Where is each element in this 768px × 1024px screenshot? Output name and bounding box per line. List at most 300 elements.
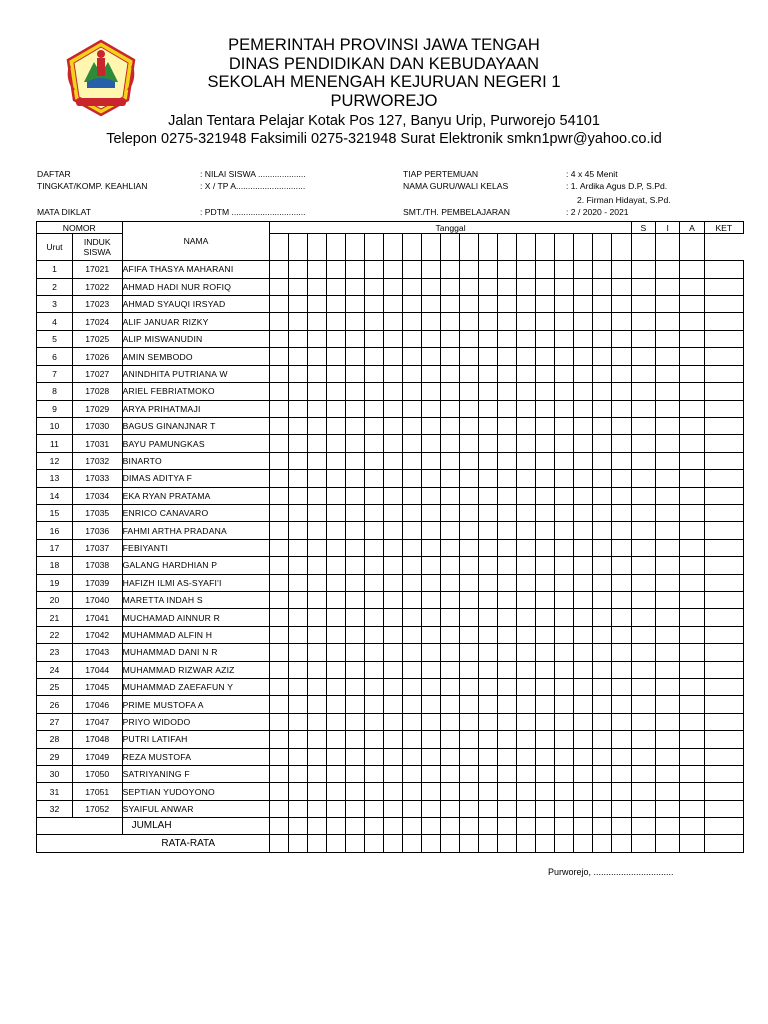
score-cell xyxy=(498,696,517,713)
row-number: 10 xyxy=(37,417,73,434)
score-cell xyxy=(384,470,403,487)
score-cell xyxy=(631,783,655,800)
score-cell xyxy=(460,609,479,626)
score-cell xyxy=(517,800,536,817)
score-cell xyxy=(289,435,308,452)
score-cell xyxy=(270,696,289,713)
score-cell xyxy=(612,731,631,748)
score-cell xyxy=(498,400,517,417)
score-cell xyxy=(460,626,479,643)
score-cell xyxy=(270,661,289,678)
letterhead xyxy=(80,36,688,148)
score-cell xyxy=(680,609,704,626)
score-cell xyxy=(403,626,422,643)
row-number: 1 xyxy=(37,261,73,278)
score-cell xyxy=(656,713,680,730)
jumlah-cell xyxy=(517,818,536,835)
score-cell xyxy=(656,539,680,556)
score-cell xyxy=(631,365,655,382)
score-cell xyxy=(365,574,384,591)
score-cell xyxy=(270,766,289,783)
score-cell xyxy=(593,661,612,678)
score-cell xyxy=(479,487,498,504)
row-number: 16 xyxy=(37,522,73,539)
score-cell xyxy=(289,504,308,521)
score-cell xyxy=(498,574,517,591)
score-cell xyxy=(517,591,536,608)
score-cell xyxy=(460,644,479,661)
score-cell xyxy=(308,644,327,661)
score-cell xyxy=(346,400,365,417)
score-cell xyxy=(289,609,308,626)
score-cell xyxy=(631,766,655,783)
jumlah-cell xyxy=(498,818,517,835)
score-cell xyxy=(365,365,384,382)
score-cell xyxy=(384,261,403,278)
score-cell xyxy=(680,591,704,608)
score-cell xyxy=(593,452,612,469)
score-cell xyxy=(704,487,743,504)
score-cell xyxy=(656,591,680,608)
score-cell xyxy=(346,383,365,400)
header-blank-cell xyxy=(441,234,460,261)
score-cell xyxy=(612,278,631,295)
score-cell xyxy=(479,313,498,330)
score-cell xyxy=(403,522,422,539)
score-cell xyxy=(289,400,308,417)
header-blank-cell xyxy=(403,234,422,261)
score-cell xyxy=(498,487,517,504)
table-row xyxy=(37,591,744,608)
score-cell xyxy=(536,557,555,574)
score-cell xyxy=(308,400,327,417)
row-induk: 17050 xyxy=(72,766,122,783)
score-cell xyxy=(422,348,441,365)
score-cell xyxy=(517,487,536,504)
score-cell xyxy=(422,504,441,521)
score-cell xyxy=(403,766,422,783)
score-cell xyxy=(555,365,574,382)
score-cell xyxy=(327,679,346,696)
score-cell xyxy=(631,731,655,748)
score-cell xyxy=(441,591,460,608)
score-cell xyxy=(704,417,743,434)
row-number: 22 xyxy=(37,626,73,643)
score-cell xyxy=(460,522,479,539)
row-induk: 17023 xyxy=(72,296,122,313)
score-cell xyxy=(536,296,555,313)
meta-tingkat-value: : X / TP A............................. xyxy=(200,181,306,191)
score-cell xyxy=(289,487,308,504)
score-cell xyxy=(403,313,422,330)
score-cell xyxy=(498,365,517,382)
score-cell xyxy=(574,696,593,713)
score-cell xyxy=(656,574,680,591)
score-cell xyxy=(498,417,517,434)
score-cell xyxy=(384,383,403,400)
score-cell xyxy=(403,383,422,400)
score-cell xyxy=(631,400,655,417)
score-cell xyxy=(680,365,704,382)
score-cell xyxy=(479,261,498,278)
score-cell xyxy=(536,452,555,469)
score-cell xyxy=(612,330,631,347)
score-cell xyxy=(403,748,422,765)
row-induk: 17042 xyxy=(72,626,122,643)
table-row xyxy=(37,348,744,365)
score-cell xyxy=(270,296,289,313)
header-blank-cell xyxy=(289,234,308,261)
jumlah-cell xyxy=(593,818,612,835)
score-cell xyxy=(289,470,308,487)
score-cell xyxy=(656,783,680,800)
score-cell xyxy=(593,400,612,417)
score-cell xyxy=(327,470,346,487)
table-row xyxy=(37,383,744,400)
score-cell xyxy=(593,470,612,487)
score-cell xyxy=(384,522,403,539)
score-cell xyxy=(704,522,743,539)
row-name: ALIP MISWANUDIN xyxy=(122,330,270,347)
score-cell xyxy=(384,296,403,313)
score-cell xyxy=(289,626,308,643)
score-cell xyxy=(308,766,327,783)
score-cell xyxy=(631,383,655,400)
header-induk: INDUK xyxy=(83,237,111,248)
score-cell xyxy=(555,800,574,817)
score-cell xyxy=(422,400,441,417)
score-cell xyxy=(555,348,574,365)
score-cell xyxy=(327,261,346,278)
score-cell xyxy=(574,679,593,696)
score-cell xyxy=(631,696,655,713)
score-cell xyxy=(289,679,308,696)
score-cell xyxy=(403,487,422,504)
score-cell xyxy=(346,296,365,313)
score-cell xyxy=(517,783,536,800)
score-cell xyxy=(555,713,574,730)
score-cell xyxy=(612,313,631,330)
score-cell xyxy=(574,278,593,295)
rata-rata-cell xyxy=(346,835,365,853)
score-cell xyxy=(593,278,612,295)
score-cell xyxy=(289,278,308,295)
score-cell xyxy=(555,574,574,591)
score-cell xyxy=(680,522,704,539)
score-cell xyxy=(536,539,555,556)
score-cell xyxy=(346,644,365,661)
score-cell xyxy=(517,609,536,626)
footer-place-date: Purworejo, ................................ xyxy=(548,867,674,877)
score-cell xyxy=(441,348,460,365)
score-cell xyxy=(403,644,422,661)
score-cell xyxy=(479,626,498,643)
score-cell xyxy=(403,296,422,313)
table-row xyxy=(37,748,744,765)
score-cell xyxy=(308,591,327,608)
row-name: SATRIYANING F xyxy=(122,766,270,783)
score-cell xyxy=(517,296,536,313)
score-cell xyxy=(517,557,536,574)
rata-rata-cell xyxy=(574,835,593,853)
row-name: SYAIFUL ANWAR xyxy=(122,800,270,817)
score-cell xyxy=(365,261,384,278)
score-cell xyxy=(479,383,498,400)
score-cell xyxy=(422,487,441,504)
row-number: 26 xyxy=(37,696,73,713)
row-name: MUHAMMAD ALFIN H xyxy=(122,626,270,643)
row-number: 11 xyxy=(37,435,73,452)
score-cell xyxy=(536,330,555,347)
jumlah-cell xyxy=(555,818,574,835)
score-cell xyxy=(479,470,498,487)
score-cell xyxy=(555,696,574,713)
score-cell xyxy=(346,783,365,800)
row-number: 29 xyxy=(37,748,73,765)
score-cell xyxy=(593,348,612,365)
score-cell xyxy=(346,696,365,713)
row-number: 15 xyxy=(37,504,73,521)
score-cell xyxy=(574,400,593,417)
score-cell xyxy=(517,696,536,713)
score-cell xyxy=(498,278,517,295)
score-cell xyxy=(289,731,308,748)
score-cell xyxy=(517,348,536,365)
score-cell xyxy=(574,417,593,434)
score-cell xyxy=(422,748,441,765)
score-cell xyxy=(270,522,289,539)
header-blank-cell xyxy=(656,234,680,261)
score-cell xyxy=(479,661,498,678)
score-cell xyxy=(384,400,403,417)
score-cell xyxy=(289,783,308,800)
score-cell xyxy=(517,400,536,417)
score-cell xyxy=(680,278,704,295)
header-blank-cell xyxy=(555,234,574,261)
score-cell xyxy=(403,557,422,574)
row-number: 2 xyxy=(37,278,73,295)
score-cell xyxy=(656,452,680,469)
row-induk: 17048 xyxy=(72,731,122,748)
score-cell xyxy=(441,296,460,313)
row-number: 21 xyxy=(37,609,73,626)
table-row xyxy=(37,452,744,469)
score-cell xyxy=(574,435,593,452)
row-induk: 17044 xyxy=(72,661,122,678)
score-cell xyxy=(555,539,574,556)
row-induk: 17035 xyxy=(72,504,122,521)
score-cell xyxy=(536,383,555,400)
score-cell xyxy=(612,609,631,626)
score-cell xyxy=(680,626,704,643)
score-cell xyxy=(498,348,517,365)
table-row xyxy=(37,504,744,521)
score-cell xyxy=(656,313,680,330)
score-cell xyxy=(555,296,574,313)
score-cell xyxy=(270,470,289,487)
score-cell xyxy=(680,296,704,313)
score-cell xyxy=(365,383,384,400)
score-cell xyxy=(460,557,479,574)
score-cell xyxy=(574,783,593,800)
score-cell xyxy=(498,748,517,765)
score-cell xyxy=(384,487,403,504)
score-cell xyxy=(680,470,704,487)
score-cell xyxy=(441,731,460,748)
row-name: PRIYO WIDODO xyxy=(122,713,270,730)
score-cell xyxy=(555,417,574,434)
score-cell xyxy=(308,609,327,626)
rata-rata-cell xyxy=(479,835,498,853)
score-cell xyxy=(555,313,574,330)
score-cell xyxy=(422,417,441,434)
score-cell xyxy=(308,330,327,347)
score-cell xyxy=(574,609,593,626)
score-cell xyxy=(574,383,593,400)
score-cell xyxy=(308,435,327,452)
header-blank-cell xyxy=(498,234,517,261)
score-cell xyxy=(460,365,479,382)
row-number: 13 xyxy=(37,470,73,487)
score-cell xyxy=(327,591,346,608)
score-cell xyxy=(422,522,441,539)
score-cell xyxy=(289,713,308,730)
score-cell xyxy=(680,766,704,783)
score-cell xyxy=(680,400,704,417)
score-cell xyxy=(422,470,441,487)
score-cell xyxy=(612,679,631,696)
score-cell xyxy=(555,400,574,417)
score-cell xyxy=(422,313,441,330)
score-cell xyxy=(346,800,365,817)
rata-rata-cell xyxy=(460,835,479,853)
row-name: AMIN SEMBODO xyxy=(122,348,270,365)
score-cell xyxy=(327,731,346,748)
score-cell xyxy=(656,504,680,521)
score-cell xyxy=(656,626,680,643)
score-cell xyxy=(555,504,574,521)
row-name: AFIFA THASYA MAHARANI xyxy=(122,261,270,278)
score-cell xyxy=(612,766,631,783)
score-cell xyxy=(656,487,680,504)
rata-rata-cell xyxy=(704,835,743,853)
score-cell xyxy=(422,330,441,347)
row-induk: 17052 xyxy=(72,800,122,817)
row-name: BAGUS GINANJNAR T xyxy=(122,417,270,434)
score-cell xyxy=(346,539,365,556)
score-cell xyxy=(593,522,612,539)
score-cell xyxy=(346,522,365,539)
score-cell xyxy=(308,679,327,696)
row-induk: 17041 xyxy=(72,609,122,626)
score-cell xyxy=(479,609,498,626)
score-cell xyxy=(365,800,384,817)
score-cell xyxy=(593,783,612,800)
score-cell xyxy=(365,609,384,626)
jumlah-cell xyxy=(460,818,479,835)
table-row xyxy=(37,330,744,347)
score-cell xyxy=(536,696,555,713)
score-cell xyxy=(631,296,655,313)
row-induk: 17025 xyxy=(72,330,122,347)
score-cell xyxy=(593,383,612,400)
score-cell xyxy=(479,713,498,730)
score-cell xyxy=(680,574,704,591)
jumlah-blank-cell xyxy=(37,818,123,835)
score-cell xyxy=(555,591,574,608)
rata-rata-label: RATA-RATA xyxy=(37,835,270,853)
score-cell xyxy=(517,504,536,521)
score-cell xyxy=(365,679,384,696)
table-row xyxy=(37,417,744,434)
row-induk: 17026 xyxy=(72,348,122,365)
score-cell xyxy=(555,644,574,661)
score-cell xyxy=(704,783,743,800)
score-cell xyxy=(555,766,574,783)
score-cell xyxy=(612,296,631,313)
score-cell xyxy=(574,365,593,382)
score-cell xyxy=(403,365,422,382)
score-cell xyxy=(498,591,517,608)
score-cell xyxy=(656,261,680,278)
score-cell xyxy=(403,800,422,817)
score-cell xyxy=(384,348,403,365)
score-cell xyxy=(289,539,308,556)
score-cell xyxy=(327,348,346,365)
score-cell xyxy=(656,330,680,347)
table-row xyxy=(37,435,744,452)
row-number: 3 xyxy=(37,296,73,313)
score-cell xyxy=(631,591,655,608)
score-cell xyxy=(656,748,680,765)
header-urut: Urut xyxy=(37,234,73,261)
score-cell xyxy=(365,417,384,434)
score-cell xyxy=(612,348,631,365)
score-cell xyxy=(612,557,631,574)
score-cell xyxy=(289,748,308,765)
score-cell xyxy=(656,679,680,696)
score-cell xyxy=(593,679,612,696)
score-cell xyxy=(612,470,631,487)
header-blank-cell xyxy=(384,234,403,261)
score-cell xyxy=(384,748,403,765)
score-cell xyxy=(270,452,289,469)
score-cell xyxy=(680,539,704,556)
score-cell xyxy=(460,487,479,504)
score-cell xyxy=(403,261,422,278)
score-cell xyxy=(441,679,460,696)
score-cell xyxy=(479,278,498,295)
score-cell xyxy=(327,296,346,313)
score-cell xyxy=(574,348,593,365)
header-line-3: SEKOLAH MENENGAH KEJURUAN NEGERI 1 xyxy=(207,73,561,91)
score-cell xyxy=(384,696,403,713)
score-cell xyxy=(704,574,743,591)
score-cell xyxy=(517,452,536,469)
row-number: 14 xyxy=(37,487,73,504)
score-cell xyxy=(574,539,593,556)
score-cell xyxy=(704,365,743,382)
rata-rata-cell xyxy=(536,835,555,853)
score-cell xyxy=(308,383,327,400)
row-number: 24 xyxy=(37,661,73,678)
score-cell xyxy=(365,626,384,643)
score-cell xyxy=(479,748,498,765)
score-cell xyxy=(403,278,422,295)
score-cell xyxy=(441,504,460,521)
score-cell xyxy=(270,487,289,504)
score-cell xyxy=(479,435,498,452)
